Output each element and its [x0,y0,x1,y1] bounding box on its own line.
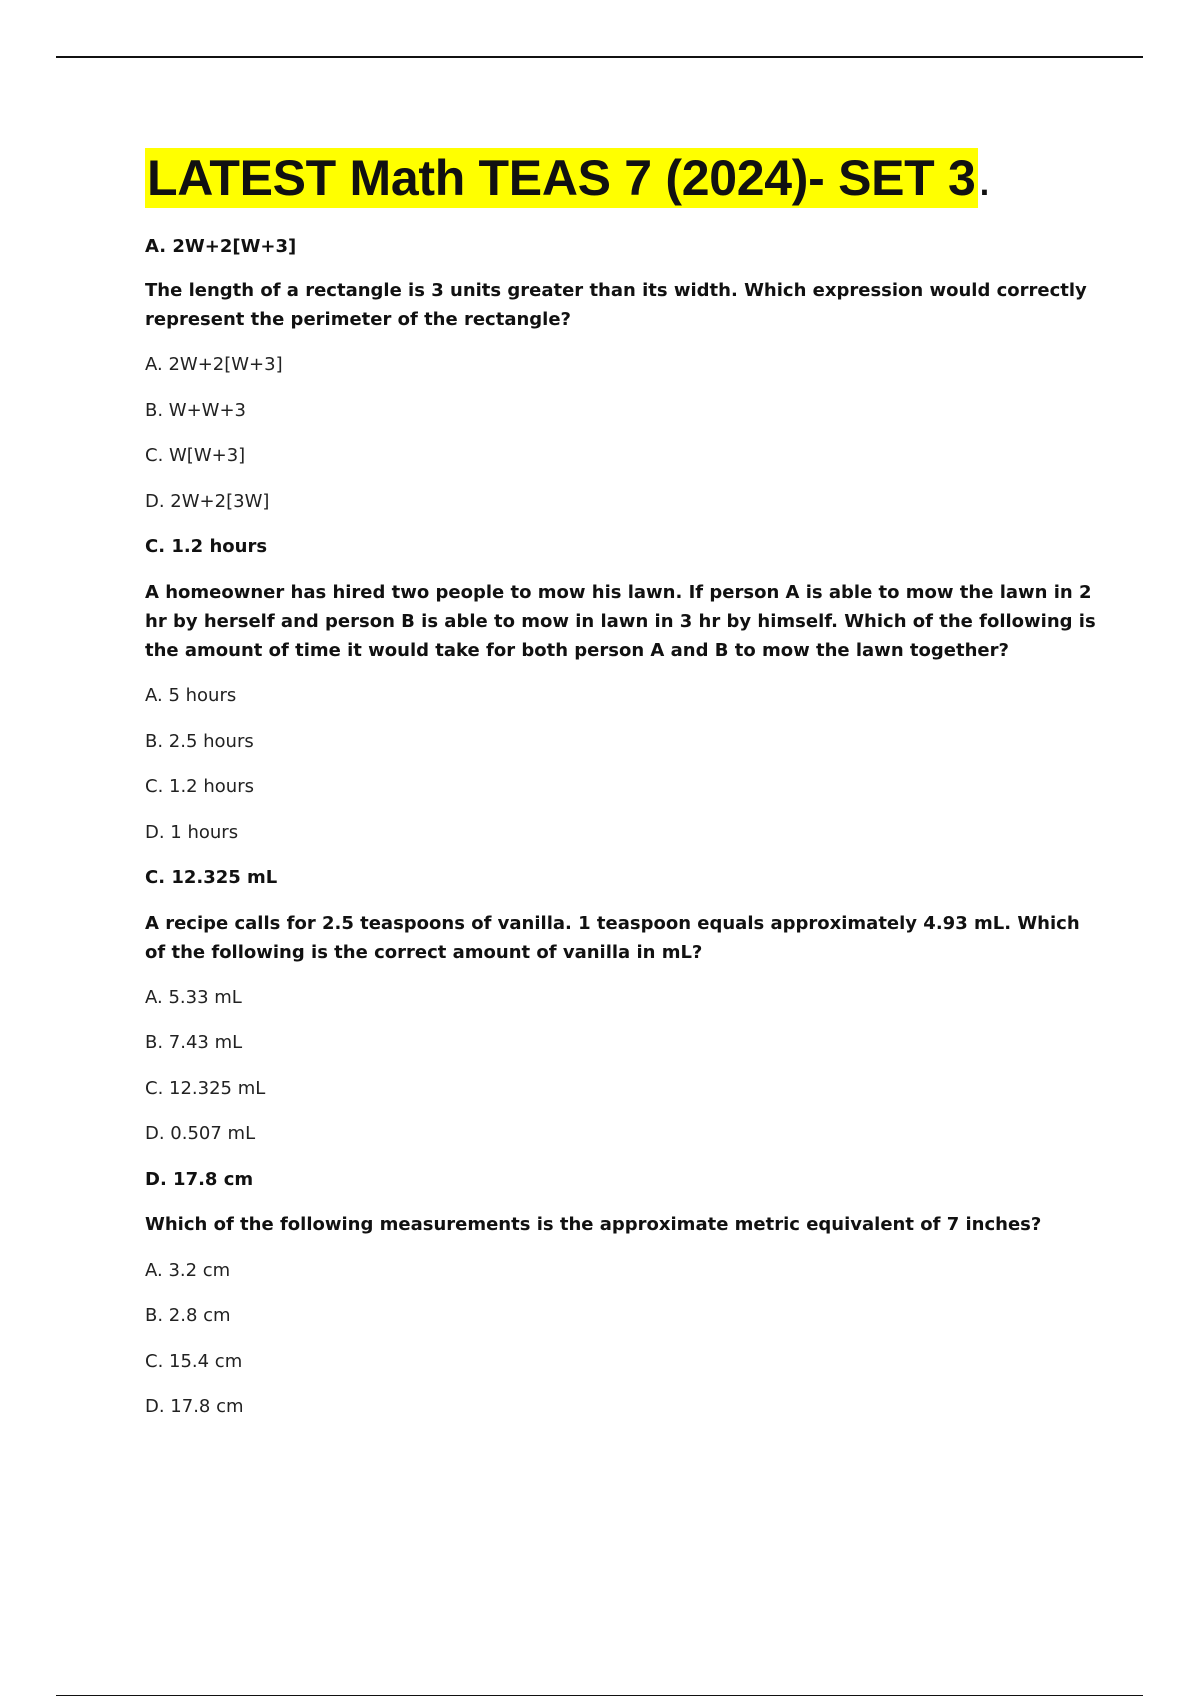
option-1b: B. W+W+3 [145,400,247,421]
answer-key-4: D. 17.8 cm [145,1169,254,1190]
option-3b: B. 7.43 mL [145,1032,243,1053]
option-1d: D. 2W+2[3W] [145,491,270,512]
option-4c: C. 15.4 cm [145,1351,243,1372]
option-2b: B. 2.5 hours [145,731,254,752]
option-4b: B. 2.8 cm [145,1305,231,1326]
answer-key-1: A. 2W+2[W+3] [145,236,297,257]
page-title: LATEST Math TEAS 7 (2024)- SET 3 [147,150,976,206]
answer-key-2: C. 1.2 hours [145,536,268,557]
option-4a: A. 3.2 cm [145,1260,231,1281]
option-3d: D. 0.507 mL [145,1123,256,1144]
question-text-3: A recipe calls for 2.5 teaspoons of vanilla. 1 teaspoon equals approximately 4.93 mL. Which of the following is the correct amount of vanilla in mL? [145,913,1080,963]
option-2c: C. 1.2 hours [145,776,254,797]
question-text-4: Which of the following measurements is the approximate metric equivalent of 7 inches? [145,1214,1042,1235]
question-text-1: The length of a rectangle is 3 units greater than its width. Which expression would correctly represent the perimeter of the rectangle? [145,280,1087,330]
answer-key-3: C. 12.325 mL [145,867,278,888]
option-3c: C. 12.325 mL [145,1078,266,1099]
question-text-2: A homeowner has hired two people to mow his lawn. If person A is able to mow the lawn in 2 hr by herself and person B is able to mow in lawn in 3 hr by himself. Which of the following is the amount of time it would take for both person A and B to mow the lawn together? [145,582,1096,661]
option-3a: A. 5.33 mL [145,987,242,1008]
title-block [145,148,991,208]
option-2d: D. 1 hours [145,822,239,843]
option-4d: D. 17.8 cm [145,1396,244,1417]
title-period: . [977,150,992,206]
bottom-rule [56,1695,1143,1696]
option-2a: A. 5 hours [145,685,237,706]
option-1a: A. 2W+2[W+3] [145,354,283,375]
top-rule [56,56,1143,58]
option-1c: C. W[W+3] [145,445,246,466]
